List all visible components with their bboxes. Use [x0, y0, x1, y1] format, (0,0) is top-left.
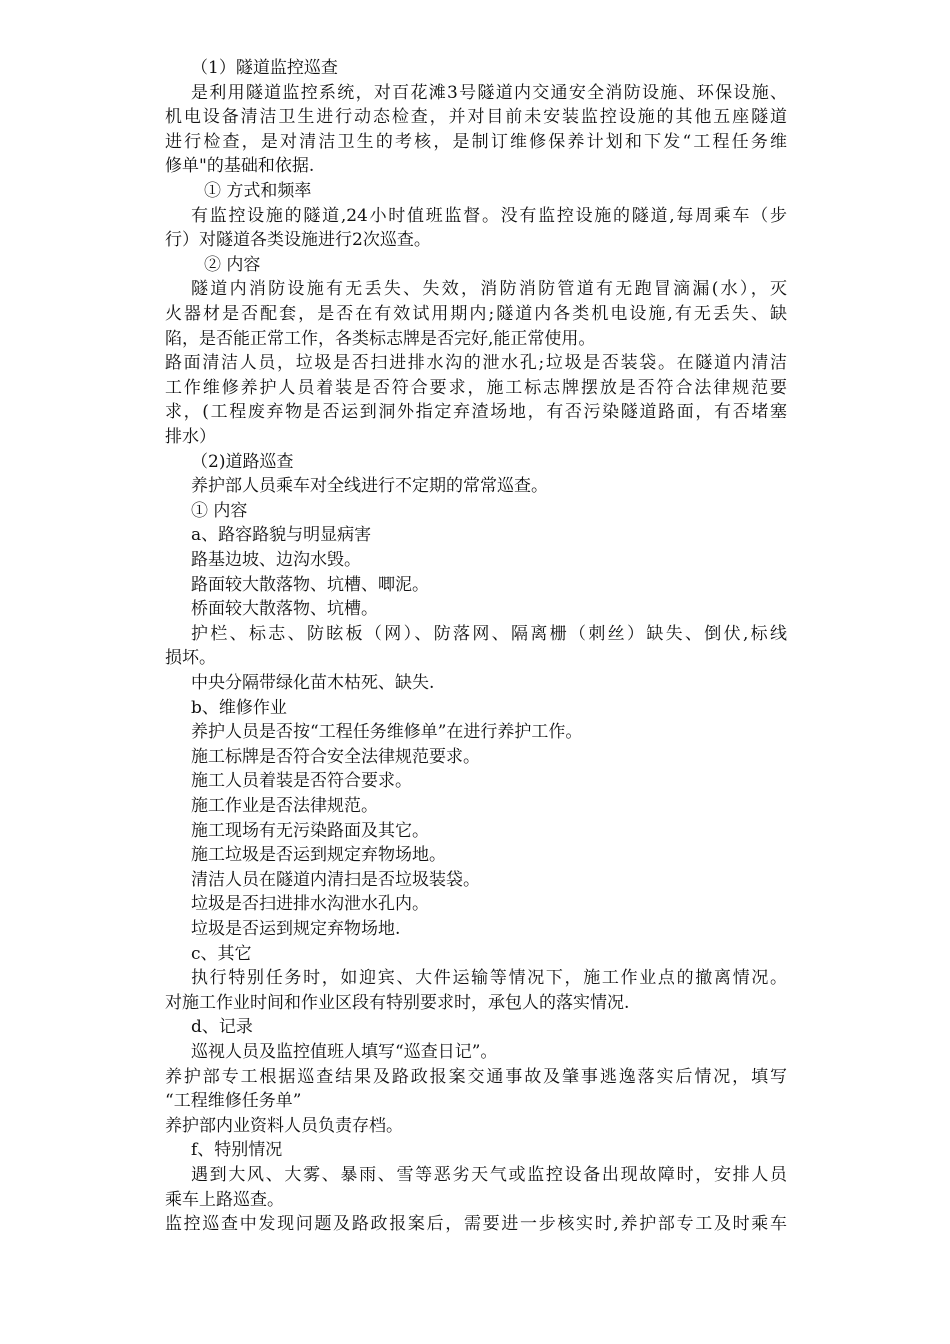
text-line: c、其它: [191, 943, 252, 964]
text-line: 路基边坡、边沟水毁。: [191, 550, 361, 570]
text-line: 是利用隧道监控系统，对百花滩3号隧道内交通安全消防设施、环保设施、: [191, 82, 787, 103]
text-line: a、路容路貌与明显病害: [191, 525, 372, 546]
text-line: 排水）: [165, 427, 216, 447]
text-line: ① 方式和频率: [204, 181, 312, 201]
text-line: ① 内容: [191, 500, 248, 521]
text-line: 养护人员是否按“工程任务维修单”在进行养护工作。: [191, 722, 583, 743]
text-line: 机电设备清洁卫生进行动态检查，并对目前未安装监控设施的其他五座隧道: [165, 107, 787, 128]
text-line: 求，(工程废弃物是否运到洞外指定弃渣场地，有否污染隧道路面，有否堵塞: [165, 402, 787, 423]
text-line: 养护部人员乘车对全线进行不定期的常常巡查。: [191, 476, 548, 497]
text-line: 垃圾是否扫进排水沟泄水孔内。: [191, 894, 429, 915]
text-line: 进行检查，是对清洁卫生的考核，是制订维修保养计划和下发“工程任务维: [165, 131, 787, 152]
text-line: 有监控设施的隧道,24小时值班监督。没有监控设施的隧道,每周乘车（步: [191, 205, 787, 226]
text-line: 清洁人员在隧道内清扫是否垃圾装袋。: [191, 869, 480, 890]
text-line: 损坏。: [165, 648, 216, 669]
text-line: 施工垃圾是否运到规定弃物场地。: [191, 845, 446, 866]
text-line: b、维修作业: [191, 697, 287, 718]
text-line: 桥面较大散落物、坑槽。: [191, 599, 378, 620]
text-line: 施工现场有无污染路面及其它。: [191, 820, 429, 841]
text-line: 乘车上路巡查。: [165, 1189, 284, 1210]
text-line: 护栏、标志、防眩板（网）、防落网、隔离栅（刺丝）缺失、倒伏,标线: [191, 623, 787, 644]
text-line: 修单"的基础和依据.: [165, 156, 315, 177]
text-line: 施工作业是否法律规范。: [191, 796, 378, 816]
text-line: （1）隧道监控巡查: [191, 58, 338, 78]
text-line: f、特别情况: [191, 1140, 283, 1161]
text-line: 垃圾是否运到规定弃物场地.: [191, 919, 401, 939]
text-line: 行）对隧道各类设施进行2次巡查。: [165, 230, 431, 251]
text-line: 遇到大风、大雾、暴雨、雪等恶劣天气或监控设备出现故障时，安排人员: [191, 1165, 787, 1185]
text-line: 对施工作业时间和作业区段有特别要求时，承包人的落实情况.: [165, 992, 630, 1013]
text-line: 巡视人员及监控值班人填写“巡查日记”。: [191, 1042, 498, 1062]
text-line: 监控巡查中发现问题及路政报案后，需要进一步核实时,养护部专工及时乘车: [165, 1214, 787, 1235]
text-line: 工作维修养护人员着装是否符合要求，施工标志牌摆放是否符合法律规范要: [165, 377, 787, 398]
text-line: 火器材是否配套，是否在有效试用期内;隧道内各类机电设施,有无丢失、缺: [165, 304, 787, 324]
text-line: 施工人员着装是否符合要求。: [191, 771, 412, 792]
text-line: 隧道内消防设施有无丢失、失效，消防消防管道有无跑冒滴漏(水），灭: [191, 279, 787, 300]
text-line: 陷，是否能正常工作，各类标志牌是否完好,能正常使用。: [165, 328, 596, 349]
text-line: ② 内容: [204, 254, 261, 275]
text-line: 施工标牌是否符合安全法律规范要求。: [191, 746, 480, 767]
text-line: 养护部专工根据巡查结果及路政报案交通事故及肇事逃逸落实后情况，填写: [165, 1066, 787, 1087]
text-line: 养护部内业资料人员负责存档。: [165, 1115, 403, 1136]
text-line: 路面清洁人员，垃圾是否扫进排水沟的泄水孔;垃圾是否装袋。在隧道内清洁: [165, 353, 787, 374]
text-line: 路面较大散落物、坑槽、唧泥。: [191, 574, 429, 595]
text-line: “工程维修任务单”: [165, 1091, 302, 1112]
text-line: 执行特别任务时，如迎宾、大件运输等情况下，施工作业点的撤离情况。: [191, 968, 787, 989]
text-line: d、记录: [191, 1017, 253, 1038]
text-line: （2)道路巡查: [191, 451, 294, 472]
text-line: 中央分隔带绿化苗木枯死、缺失.: [191, 673, 435, 693]
